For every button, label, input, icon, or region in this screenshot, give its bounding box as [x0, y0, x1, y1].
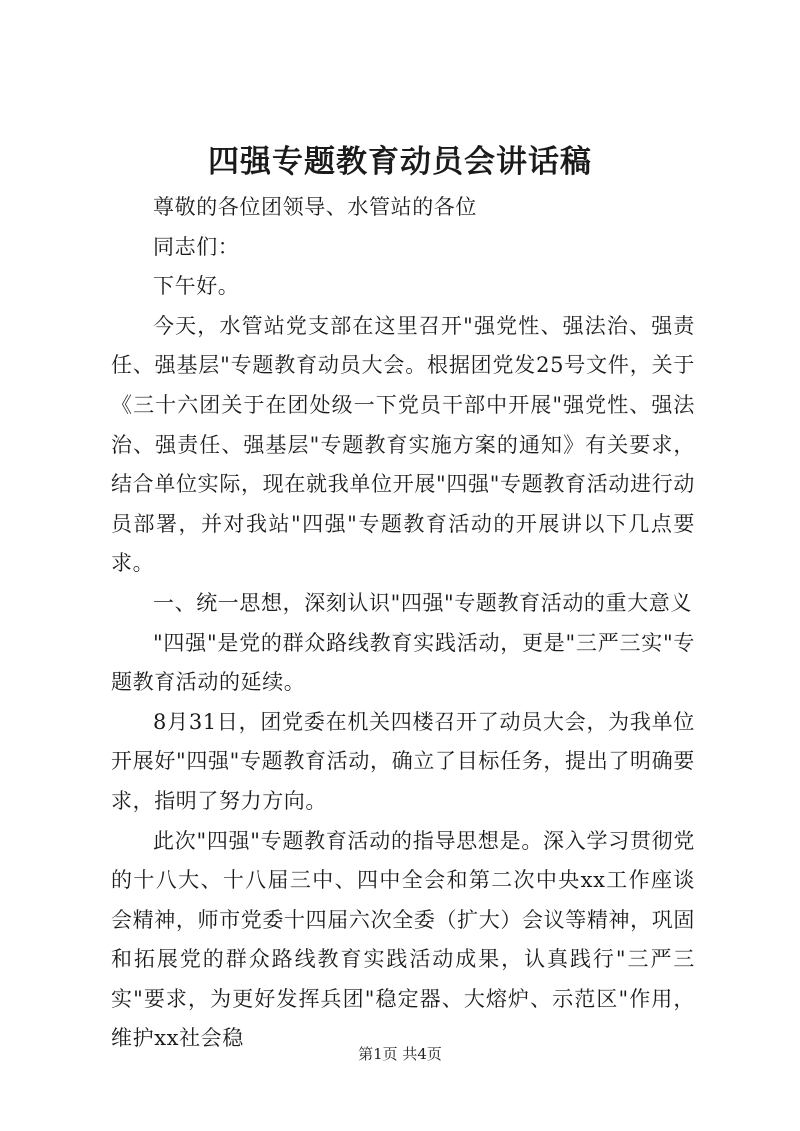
- page-number-footer: 第1页 共4页: [358, 1045, 442, 1063]
- paragraph-salutation-continued: 同志们：: [153, 234, 240, 259]
- paragraph-body: 此次"四强"专题教育活动的指导思想是。深入学习贯彻党的十八大、十八届三中、四中全会和第二次中央xx工作座谈会精神，师市党委十四届六次全委（扩大）会议等精神，巩固和拓展党的群众路线教育实践活动成果，认真践行"三严三实"要求，为更好发挥兵团"稳定器、大熔炉、示范区"作用，维护xx社会稳: [111, 828, 695, 1051]
- paragraph-body: 8月31日，团党委在机关四楼召开了动员大会，为我单位开展好"四强"专题教育活动，确立了目标任务，提出了明确要求，指明了努力方向。: [111, 709, 695, 813]
- paragraph-body: "四强"是党的群众路线教育实践活动，更是"三严三实"专题教育活动的延续。: [111, 630, 695, 695]
- paragraph-intro: 今天，水管站党支部在这里召开"强党性、强法治、强责任、强基层"专题教育动员大会。根据团党发25号文件，关于《三十六团关于在团处级一下党员干部中开展"强党性、强法治、强责任、强基层"专题教育实施方案的通知》有关要求，结合单位实际，现在就我单位开展"四强"专题教育活动进行动员部署，并对我站"四强"专题教育活动的开展讲以下几点要求。: [111, 313, 695, 576]
- section-heading-1: 一、统一思想，深刻认识"四强"专题教育活动的重大意义: [153, 590, 692, 615]
- paragraph-greeting: 下午好。: [153, 274, 240, 299]
- paragraph-salutation: 尊敬的各位团领导、水管站的各位: [153, 195, 477, 219]
- document-title: 四强专题教育动员会讲话稿: [208, 144, 592, 180]
- document-body: [111, 188, 695, 1059]
